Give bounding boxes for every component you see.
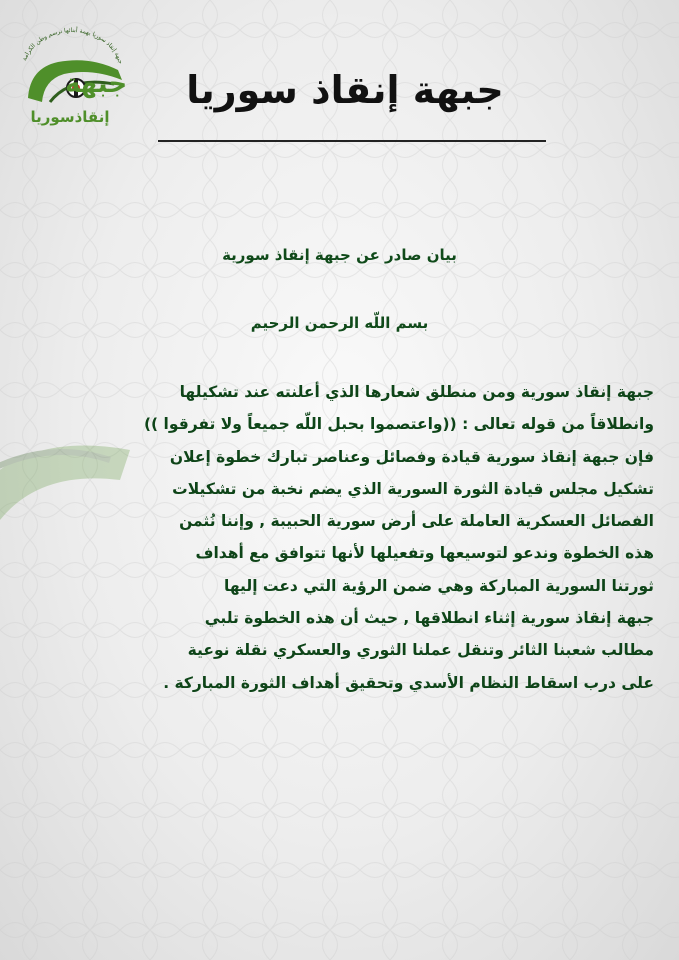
body-line: جبهة إنقاذ سورية إثناء انطلاقها , حيث أن هذه الخطوة تلبي (204, 609, 654, 628)
page-title: جبهة إنقاذ سوريا (186, 68, 504, 112)
body-line: فإن جبهة إنقاذ سورية قيادة وفصائل وعناصر تبارك خطوة إعلان (169, 447, 654, 466)
logo-letters: جبهة (64, 69, 128, 99)
body-line: تشكيل مجلس قيادة الثورة السورية الذي يضم نخبة من تشكيلات (172, 479, 654, 498)
body-line: مطالب شعبنا الثائر وتنقل عملنا الثوري والعسكري نقلة نوعية (187, 641, 654, 660)
body-line: على درب اسقاط النظام الأسدي وتحقيق أهداف الثورة المباركة . (163, 673, 654, 692)
body-line: هذه الخطوة وندعو لتوسيعها وتفعيلها لأنها تتوافق مع أهداف (195, 544, 654, 563)
title-underline (158, 140, 546, 142)
logo-emblem-icon (10, 18, 160, 128)
body-line: الفصائل العسكرية العاملة على أرض سورية الحبيبة , وإننا نُثمن (179, 512, 654, 531)
logo-subtitle: إنقاذسوريا (30, 108, 110, 126)
front-logo (10, 18, 160, 128)
statement-body (32, 376, 654, 699)
basmala: بسم اللّه الرحمن الرحيم (250, 314, 429, 332)
body-line: جبهة إنقاذ سورية ومن منطلق شعارها الذي أعلنته عند تشكيلها (179, 383, 654, 401)
statement-title: بيان صادر عن جبهة إنقاذ سورية (222, 246, 457, 264)
body-line: وانطلاقاً من قوله تعالى : ((واعتصموا بحبل اللّه جميعاً ولا تفرقوا )) (143, 415, 654, 434)
logo-arc-text: جبهة إنقاذ سوريا بهمة أبنائها نرسم وطن الكرامة (21, 26, 124, 65)
body-line: ثورتنا السورية المباركة وهي ضمن الرؤية التي دعت إليها (224, 576, 654, 595)
